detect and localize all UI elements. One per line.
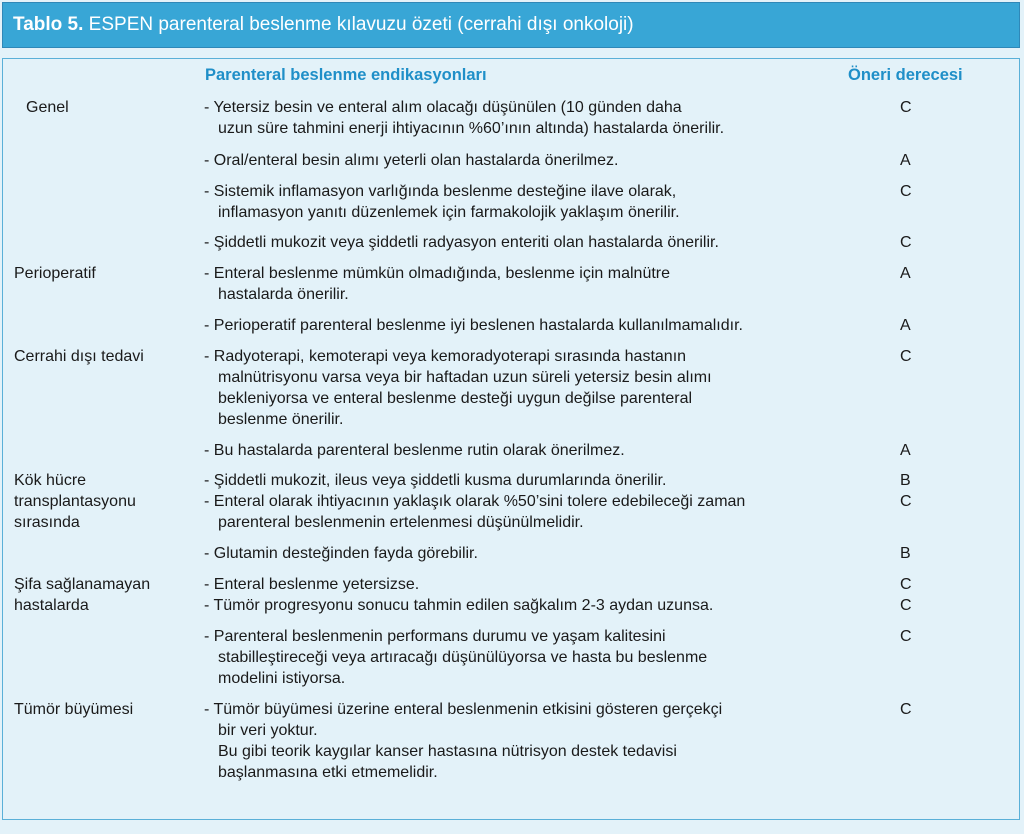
indication-cell [204,150,854,171]
grade-value: B [900,545,911,562]
indication-line: - Şiddetli mukozit veya şiddetli radyasyon enteriti olan hastalarda önerilir. [204,234,719,251]
grade-value: C [900,701,912,718]
indication-line: - Enteral olarak ihtiyacının yaklaşık olarak %50’sini tolere edebileceği zaman [204,493,746,510]
indication-line: Bu gibi teorik kaygılar kanser hastasına nütrisyon destek tedavisi [218,743,677,760]
grade-value: B [900,472,911,489]
indication-line: hastalarda önerilir. [218,286,349,303]
indication-cell [204,470,854,533]
indication-line: - Bu hastalarda parenteral beslenme rutin olarak önerilmez. [204,442,625,459]
grade-cell [900,315,920,336]
grade-value: C [900,597,912,614]
grade-cell [900,150,920,171]
table-title: ESPEN parenteral beslenme kılavuzu özeti (cerrahi dışı onkoloji) [88,14,634,35]
category-cell: Tümör büyümesi [14,701,134,718]
indication-line: - Tümör progresyonu sonucu tahmin edilen sağkalım 2-3 aydan uzunsa. [204,597,714,614]
indication-cell [204,626,854,689]
grade-cell [900,543,920,564]
indication-line: başlanmasına etki etmemelidir. [218,764,438,781]
grade-cell [900,97,920,118]
indication-line: modelini istiyorsa. [218,670,346,687]
indication-cell [204,574,854,616]
indication-cell [204,97,854,139]
grade-cell [900,263,920,284]
indication-cell [204,181,854,223]
indication-line: - Enteral beslenme mümkün olmadığında, beslenme için malnütre [204,265,671,282]
indication-cell [204,263,854,305]
indication-cell [204,232,854,253]
category-line: hastalarda [14,597,89,614]
indication-line: bekleniyorsa ve enteral beslenme desteği uygun değilse parenteral [218,390,693,407]
grade-value: C [900,234,912,251]
grade-cell [900,574,920,616]
indication-line: - Yetersiz besin ve enteral alım olacağı düşünülen (10 günden daha [204,99,682,116]
grade-cell [900,470,920,512]
header-indications: Parenteral beslenme endikasyonları [205,66,487,84]
indication-line: - Perioperatif parenteral beslenme iyi beslenen hastalarda kullanılmamalıdır. [204,317,743,334]
grade-cell [900,181,920,202]
category-cell: Cerrahi dışı tedavi [14,348,144,365]
indication-line: bir veri yoktur. [218,722,318,739]
category-cell [14,470,199,533]
indication-line: - Şiddetli mukozit, ileus veya şiddetli kusma durumlarında önerilir. [204,472,667,489]
category-cell [14,574,199,616]
indication-cell [204,543,854,564]
grade-cell [900,626,920,647]
grade-value: A [900,442,911,459]
indication-cell [204,440,854,461]
indication-line: - Sistemik inflamasyon varlığında beslenme desteğine ilave olarak, [204,183,677,200]
category-cell: Perioperatif [14,265,96,282]
grade-value: A [900,317,911,334]
indication-cell [204,346,854,430]
grade-value: A [900,152,911,169]
grade-cell [900,699,920,720]
indication-line: - Radyoterapi, kemoterapi veya kemoradyoterapi sırasında hastanın [204,348,687,365]
grade-value: C [900,493,912,510]
grade-value: C [900,99,912,116]
table-number: Tablo 5. [13,14,84,35]
indication-line: - Parenteral beslenmenin performans durumu ve yaşam kalitesini [204,628,666,645]
grade-cell [900,346,920,367]
indication-line: - Enteral beslenme yetersizse. [204,576,420,593]
header-grade: Öneri derecesi [848,66,963,84]
indication-cell [204,699,854,783]
indication-line: inflamasyon yanıtı düzenlemek için farmakolojik yaklaşım önerilir. [218,204,680,221]
table-title-bar [2,2,1020,48]
category-line: sırasında [14,514,80,531]
indication-line: - Tümör büyümesi üzerine enteral beslenmenin etkisini gösteren gerçekçi [204,701,723,718]
indication-cell [204,315,854,336]
indication-line: beslenme önerilir. [218,411,344,428]
indication-line: parenteral beslenmenin ertelenmesi düşünülmelidir. [218,514,584,531]
grade-value: C [900,628,912,645]
indication-line: - Glutamin desteğinden fayda görebilir. [204,545,478,562]
indication-line: malnütrisyonu varsa veya bir haftadan uzun süreli yetersiz besin alımı [218,369,712,386]
table-header [0,66,1024,88]
grade-value: C [900,348,912,365]
indication-line: uzun süre tahmini enerji ihtiyacının %60’ının altında) hastalarda önerilir. [218,120,725,137]
category-line: Kök hücre [14,472,87,489]
grade-value: C [900,183,912,200]
category-line: Şifa sağlanamayan [14,576,151,593]
grade-cell [900,440,920,461]
grade-value: A [900,265,911,282]
grade-value: C [900,576,912,593]
category-line: transplantasyonu [14,493,136,510]
grade-cell [900,232,920,253]
indication-line: stabilleştireceği veya artıracağı düşünülüyorsa ve hasta bu beslenme [218,649,708,666]
indication-line: - Oral/enteral besin alımı yeterli olan hastalarda önerilmez. [204,152,619,169]
category-cell: Genel [26,99,69,116]
